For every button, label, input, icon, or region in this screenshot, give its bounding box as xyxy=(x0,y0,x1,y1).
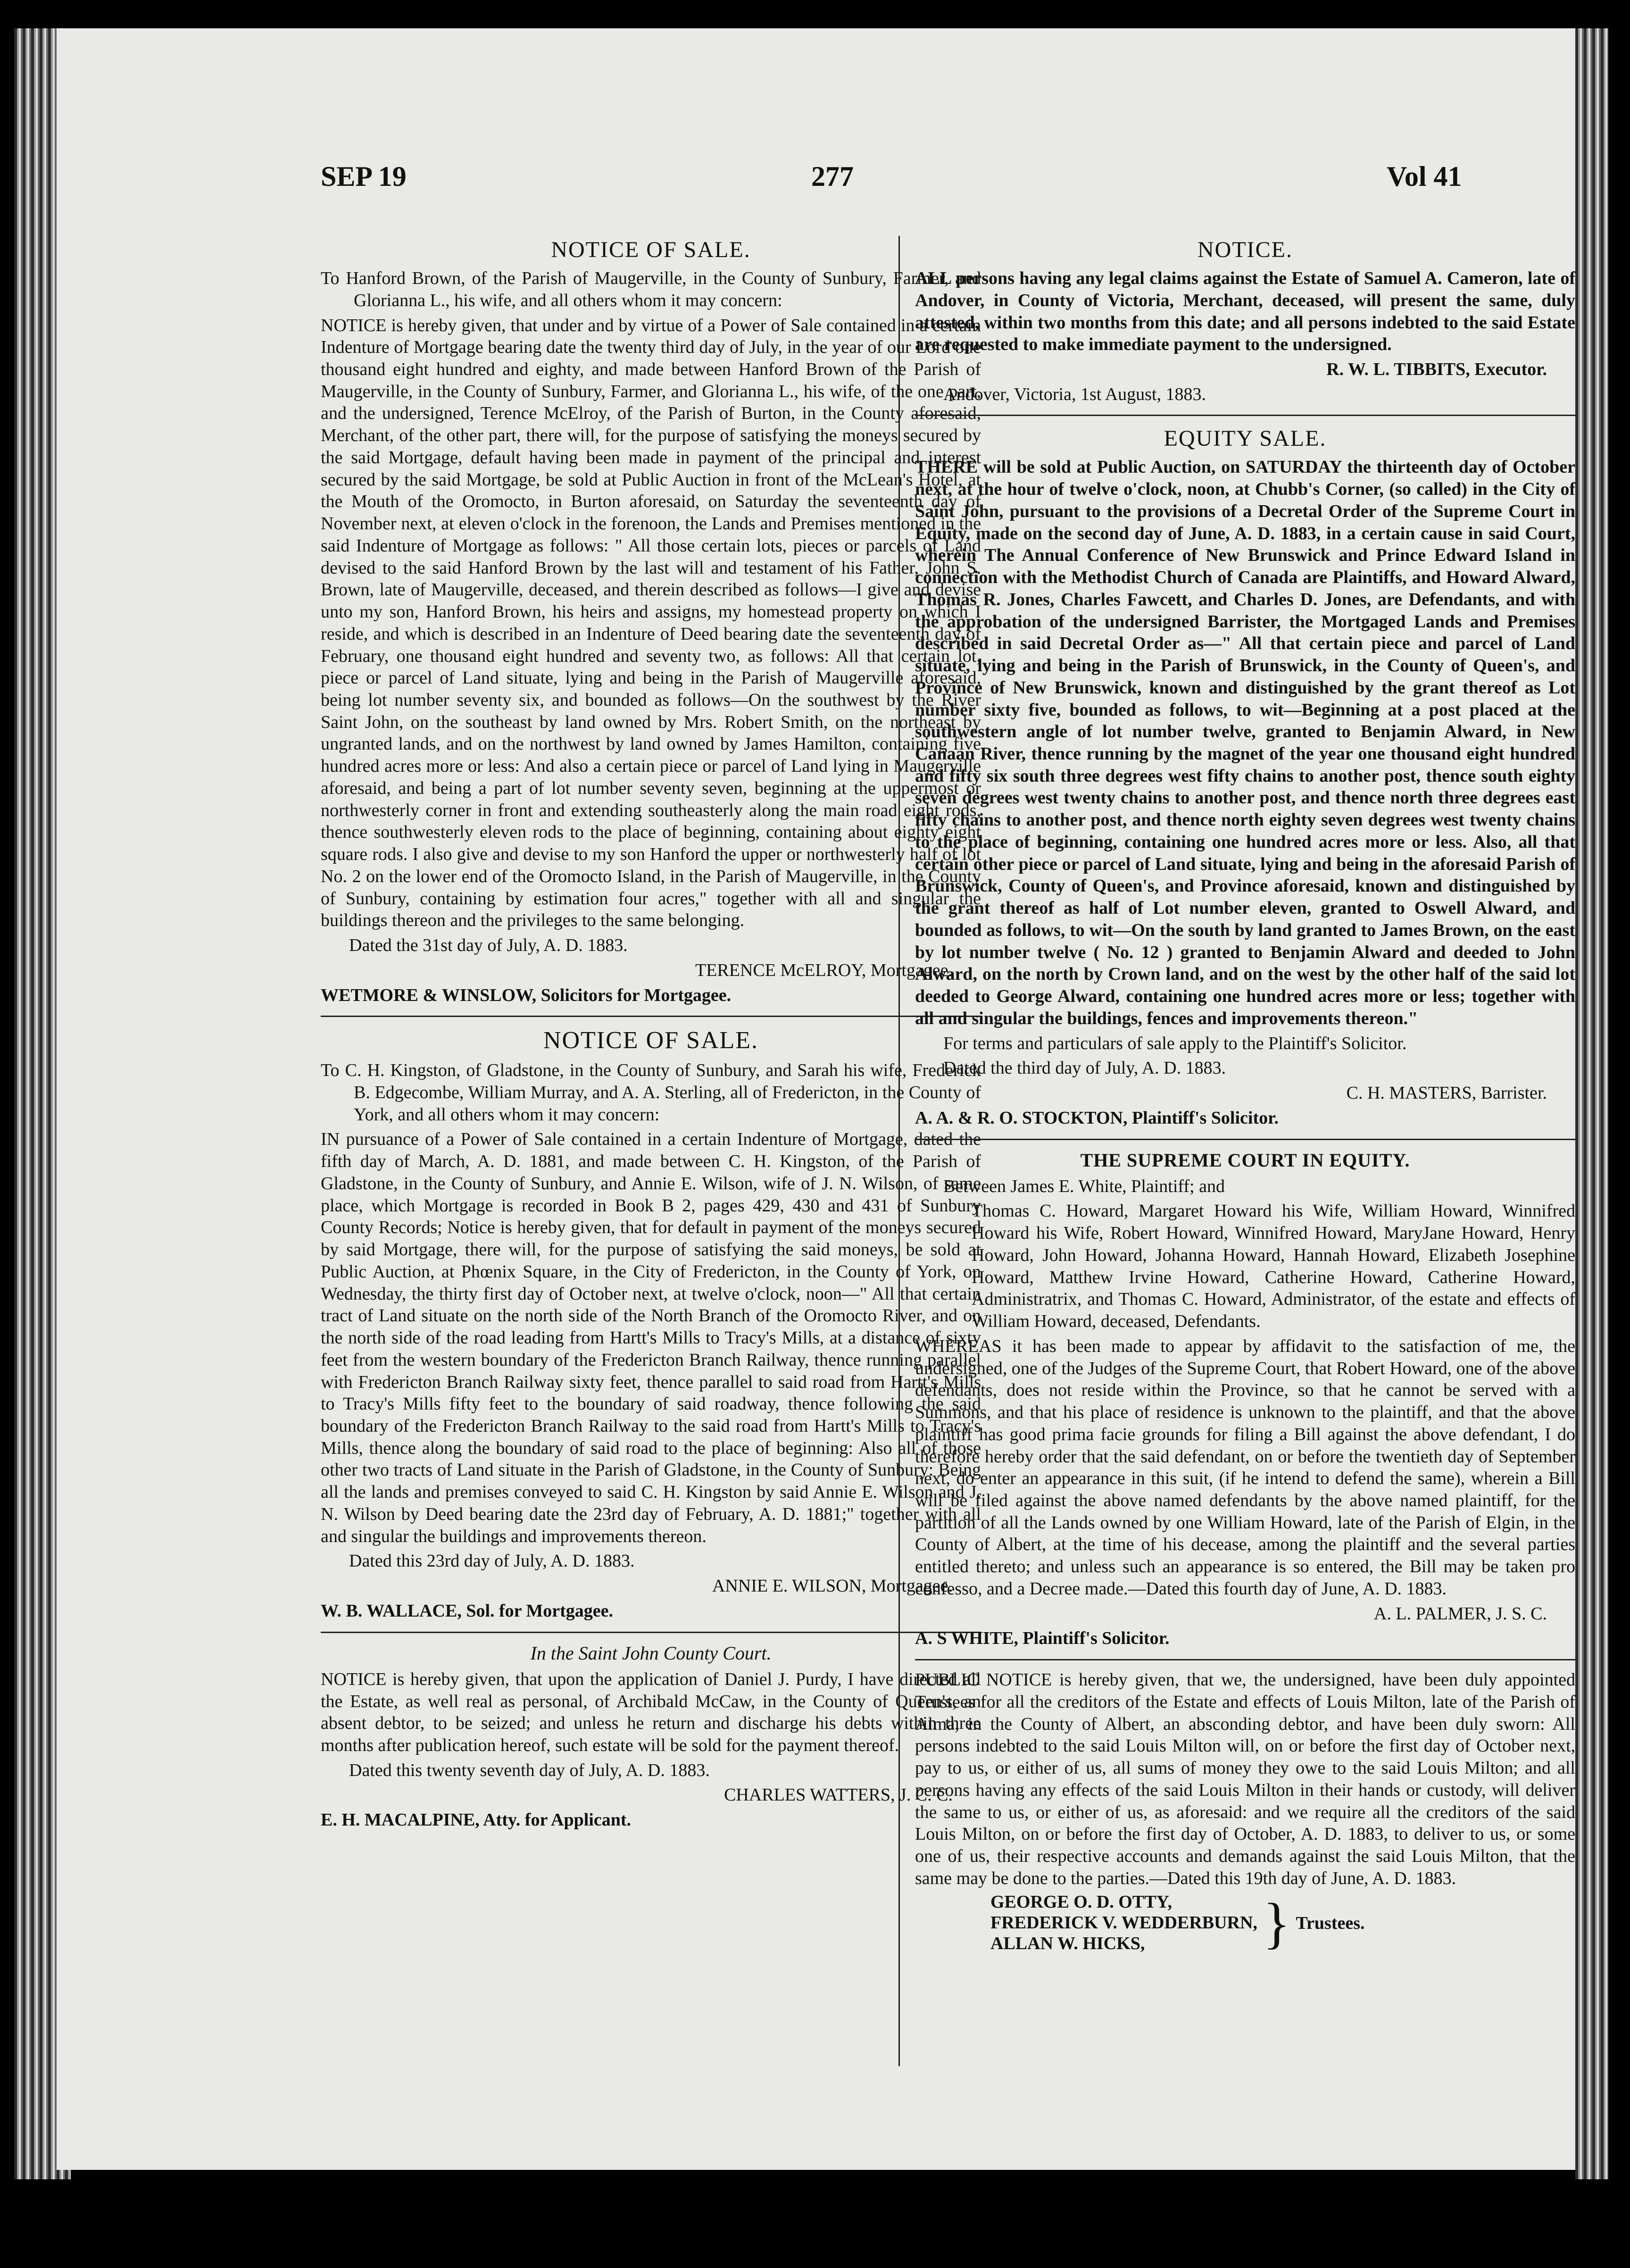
notice-body: THERE will be sold at Public Auction, on SATURDAY the thirteenth day of October next, at the hour of twelve o'clock, noon, at Chubb's Corner, (so called) in the City of Saint John, pursuant to the provisions of a Decretal Order of the Supreme Court in Equity, made on the second day of June, A. D. 1883, in a certain cause in said Court, wherein The Annual Conference of New Brunswick and Prince Edward Island in connection with the Methodist Church of Canada are Plaintiffs, and Howard Alward, Thomas R. Jones, Charles Fawcett, and Charles D. Jones, are Defendants, and with the approbation of the undersigned Barrister, the Mortgaged Lands and Premises described in said Decretal Order as—" All that certain piece and parcel of Land situate, lying and being in the Parish of Brunswick, in the County of Queen's, and Province of New Brunswick, known and distinguished by the grant thereof as Lot number sixty five, bounded as follows, to wit—Beginning at a post placed at the southwestern angle of lot number twelve, granted to Benjamin Alward, in New Canaan River, thence running by the magnet of the year one thousand eight hundred and fifty six south three degrees west fifty chains to another post, thence south eighty seven degrees west twenty chains to another post, and thence north three degrees east fifty chains to another post, and thence north eighty seven degrees west twenty chains to the place of beginning, containing one hundred acres more or less. Also, all that certain other piece or parcel of Land situate, lying and being in the aforesaid Parish of Brunswick, County of Queen's, and Province aforesaid, known and distinguished by the grant thereof as half of Lot number eleven, granted to Oswell Alward, and bounded as follows, to wit—On the south by land granted to James Brown, on the east by lot number twelve ( No. 12 ) granted to Benjamin Alward and deeded to John Alward, on the north by Crown land, and on the west by the other half of the said lot deeded to George Alward, containing one hundred acres more or less; together with all and singular the buildings, fences and improvements thereon." xyxy=(915,457,1575,1028)
page-number: 277 xyxy=(811,161,854,192)
notice-body: NOTICE is hereby given, that under and by virtue of a Power of Sale contained in a certain Indenture of Mortgage bearing date the twenty third day of July, in the year of our Lord one thousand eight hundred and eighty, and made between Hanford Brown of the Parish of Maugerville, in the County of Sunbury, Farmer, and Glorianna L., his wife, of the one part, and the undersigned, Terence McElroy, of the Parish of Burton, in the County aforesaid, Merchant, of the other part, there will, for the purpose of satisfying the moneys secured by the said Mortgage, default having been made in payment of the principal and interest secured by the said Mortgage, be sold at Public Auction in front of the McLean's Hotel, at the Mouth of the Oromocto, in Burton aforesaid, on Saturday the seventeenth day of November next, at eleven o'clock in the forenoon, the Lands and Premises mentioned in the said Indenture of Mortgage as follows: " All those certain lots, pieces or parcels of Land devised to the said Hanford Brown by the last will and testament of his Father, John S. Brown, late of Maugerville, deceased, and therein described as follows—I give and devise unto my son, Hanford Brown, his heirs and assigns, my homestead property on which I reside, and which is described in an Indenture of Deed bearing date the seventeenth day of February, one thousand eight hundred and seventy two, as follows: All that certain lot, piece or parcel of Land situate, lying and being in the Parish of Maugerville aforesaid, being lot number seventy six, and bounded as follows—On the southwest by the River Saint John, on the southeast by land owned by Mrs. Robert Smith, on the northeast by ungranted lands, and on the northwest by land owned by James Hamilton, containing five hundred acres more or less: And also a certain piece or parcel of Land lying in Maugerville aforesaid, and being a part of lot number seventy seven, beginning at the uppermost or northwesterly corner in front and extending southeasterly along the main road eight rods, thence southwesterly eleven rods to the place of beginning, containing about eighty eight square rods. I also give and devise to my son Hanford the upper or northwesterly half of lot No. 2 on the lower end of the Oromocto Island, in the Parish of Maugerville, in the County of Sunbury, containing by estimation four acres," together with all and singular the buildings thereon and the privileges to the same belonging. xyxy=(321,315,981,931)
section-title: NOTICE OF SALE. xyxy=(543,1027,759,1054)
notice-of-sale-2 xyxy=(321,1026,981,1633)
notice-body: ALL persons having any legal claims against the Estate of Samuel A. Cameron, late of Andover, in County of Victoria, Merchant, deceased, will present the same, duly attested, within two months from this date; and all persons indebted to the said Estate are requested to make immediate payment to the undersigned. xyxy=(915,268,1575,355)
document-page xyxy=(57,28,1585,2170)
estate-notice xyxy=(915,236,1575,416)
notice-body: WHEREAS it has been made to appear by affidavit to the satisfaction of me, the undersigned, one of the Judges of the Supreme Court, that Robert Howard, one of the above defendants, does not reside within the Province, so that he cannot be served with a Summons, and that his place of residence is unknown to the plaintiff, and that the above plaintiff has good prima facie grounds for filing a Bill against the above defendant, I do therefore hereby order that the said defendant, on or before the twentieth day of September next, do enter an appearance in this suit, (if he intend to defend the same), wherein a Bill will be filed against the above named defendants by the above named plaintiff, for the partition of all the Lands owned by one William Howard, late of the Parish of Elgin, in the County of Albert, at the time of his decease, among the plaintiff and the several parties entitled thereto; and unless such an appearance is so entered, the Bill may be taken pro confesso, and a Decree made.—Dated this fourth day of June, A. D. 1883. xyxy=(915,1336,1575,1599)
solicitor: W. B. WALLACE, Sol. for Mortgagee. xyxy=(321,1601,613,1621)
brace-icon: } xyxy=(1263,1891,1290,1954)
section-title: NOTICE OF SALE. xyxy=(551,237,751,262)
dated-line: Andover, Victoria, 1st August, 1883. xyxy=(943,384,1206,404)
header-date: SEP 19 xyxy=(321,161,407,192)
trustees-signature xyxy=(915,1892,1575,1954)
signer: ANNIE E. WILSON, Mortgagee. xyxy=(712,1576,953,1596)
notice-of-sale-1 xyxy=(321,236,981,1017)
terms-line: For terms and particulars of sale apply to the Plaintiff's Solicitor. xyxy=(943,1033,1407,1053)
supreme-court-notice xyxy=(915,1149,1575,1661)
section-title: EQUITY SALE. xyxy=(1164,426,1327,451)
notice-body: IN pursuance of a Power of Sale contained in a certain Indenture of Mortgage, dated the fifth day of March, A. D. 1881, and made between C. H. Kingston, of the Parish of Gladstone, in the County of Sunbury, and Annie E. Wilson, wife of J. N. Wilson, of same place, which Mortgage is recorded in Book B 2, pages 429, 430 and 431 of Sunbury County Records; Notice is hereby given, that for default in payment of the moneys secured by said Mortgage, there will, for the purpose of satisfying the said moneys, be sold at Public Auction, at Phœnix Square, in the City of Fredericton, in the County of York, on Wednesday, the thirty first day of October next, at twelve o'clock, noon—" All that certain tract of Land situate on the north side of the North Branch of the Oromocto River, and on the north side of the road leading from Hartt's Mills to Tracy's Mills, at a distance of sixty feet from the western boundary of the Fredericton Branch Railway, thence running parallel with Fredericton Branch Railway sixty feet, thence parallel to said road from Hartt's Mills to Tracy's Mills fifty feet to the boundary of said roadway, thence following the said boundary of the Fredericton Branch Railway to the said road from Hartt's Mills to Tracy's Mills, thence along the boundary of said road to the place of beginning: Also all of those other two tracts of Land situate in the Parish of Gladstone, in the County of Sunbury: Being all the lands and premises conveyed to said C. H. Kingston by said Annie E. Wilson and J. N. Wilson by Deed bearing date the 23rd day of February, A. D. 1881;" together with all and singular the buildings and improvements thereon. xyxy=(321,1129,981,1546)
county-court-notice xyxy=(321,1642,981,1831)
dated-line: Dated the third day of July, A. D. 1883. xyxy=(943,1058,1226,1078)
solicitor: WETMORE & WINSLOW, Solicitors for Mortgagee. xyxy=(321,985,732,1005)
notice-body: NOTICE is hereby given, that upon the application of Daniel J. Purdy, I have directed all the Estate, as well real as personal, of Archibald McCaw, in the County of Queen's, an absent debtor, to be seized; and unless he return and discharge his debts within three months after publication hereof, such estate will be sold for the payment thereof. xyxy=(321,1669,981,1755)
right-column xyxy=(915,236,1575,1954)
left-column xyxy=(321,236,981,1834)
attorney: E. H. MACALPINE, Atty. for Applicant. xyxy=(321,1810,632,1830)
dated-line: Dated this 23rd day of July, A. D. 1883. xyxy=(349,1551,635,1571)
trustee-names xyxy=(990,1892,1257,1954)
dated-line: Dated the 31st day of July, A. D. 1883. xyxy=(349,935,628,956)
equity-sale xyxy=(915,425,1575,1140)
solicitor: A. A. & R. O. STOCKTON, Plaintiff's Solicitor. xyxy=(915,1108,1279,1128)
section-title: In the Saint John County Court. xyxy=(530,1642,772,1664)
signer: C. H. MASTERS, Barrister. xyxy=(1346,1083,1547,1103)
address-line: To C. H. Kingston, of Gladstone, in the County of Sunbury, and Sarah his wife, Frederick B. Edgecombe, William Murray, and A. A. Sterling, all of Fredericton, in the County of York, and all others whom it may concern: xyxy=(321,1060,981,1125)
signer: CHARLES WATTERS, J. C. C. xyxy=(724,1785,953,1805)
address-line: To Hanford Brown, of the Parish of Maugerville, in the County of Sunbury, Farmer, and Glorianna L., his wife, and all others whom it may concern: xyxy=(321,268,981,310)
trustee-name: FREDERICK V. WEDDERBURN, xyxy=(990,1913,1257,1933)
trustees-label: Trustees. xyxy=(1296,1913,1365,1933)
section-title: THE SUPREME COURT IN EQUITY. xyxy=(1080,1149,1410,1171)
trustee-name: ALLAN W. HICKS, xyxy=(990,1933,1145,1953)
section-title: NOTICE. xyxy=(1198,237,1293,262)
signer: A. L. PALMER, J. S. C. xyxy=(1373,1603,1547,1624)
dated-line: Dated this twenty seventh day of July, A. D. 1883. xyxy=(349,1760,710,1780)
signer: TERENCE McELROY, Mortgagee. xyxy=(695,960,953,980)
solicitor: A. S WHITE, Plaintiff's Solicitor. xyxy=(915,1628,1170,1649)
volume-number: Vol 41 xyxy=(1387,161,1462,192)
public-notice xyxy=(915,1669,1575,1954)
parties-list: Thomas C. Howard, Margaret Howard his Wife, William Howard, Winnifred Howard his Wife, Robert Howard, Winnifred Howard, MaryJane Howard, Henry Howard, John Howard, Johanna Howard, Hannah Howard, Elizabeth Josephine Howard, Matthew Irvine Howard, Catherine Howard, Catherine Howard, Administratrix, and Thomas C. Howard, Administrator, of the estate and effects of William Howard, deceased, Defendants. xyxy=(972,1201,1575,1332)
between-line: Between James E. White, Plaintiff; and xyxy=(943,1176,1225,1196)
page-stack-right xyxy=(1575,28,1608,2179)
trustee-name: GEORGE O. D. OTTY, xyxy=(990,1892,1173,1912)
notice-body: PUBLIC NOTICE is hereby given, that we, the undersigned, have been duly appointed Trustees for all the creditors of the Estate and effects of Louis Milton, late of the Parish of Alma, in the County of Albert, an absconding debtor, and have been duly sworn: All persons indebted to the said Louis Milton will, on or before the first day of October next, pay to us, or either of us, all sums of money they owe to the said Louis Milton; and all persons having any effects of the said Louis Milton in their hands or custody, will deliver the same to us, or either of us, as aforesaid: and we require all the creditors of the said Louis Milton, on or before the first day of October, A. D. 1883, to deliver to us, or some one of us, their respective accounts and demands against the said Louis Milton, that the same may be done to the parties.—Dated this 19th day of June, A. D. 1883. xyxy=(915,1670,1575,1888)
signer: R. W. L. TIBBITS, Executor. xyxy=(1326,359,1547,379)
